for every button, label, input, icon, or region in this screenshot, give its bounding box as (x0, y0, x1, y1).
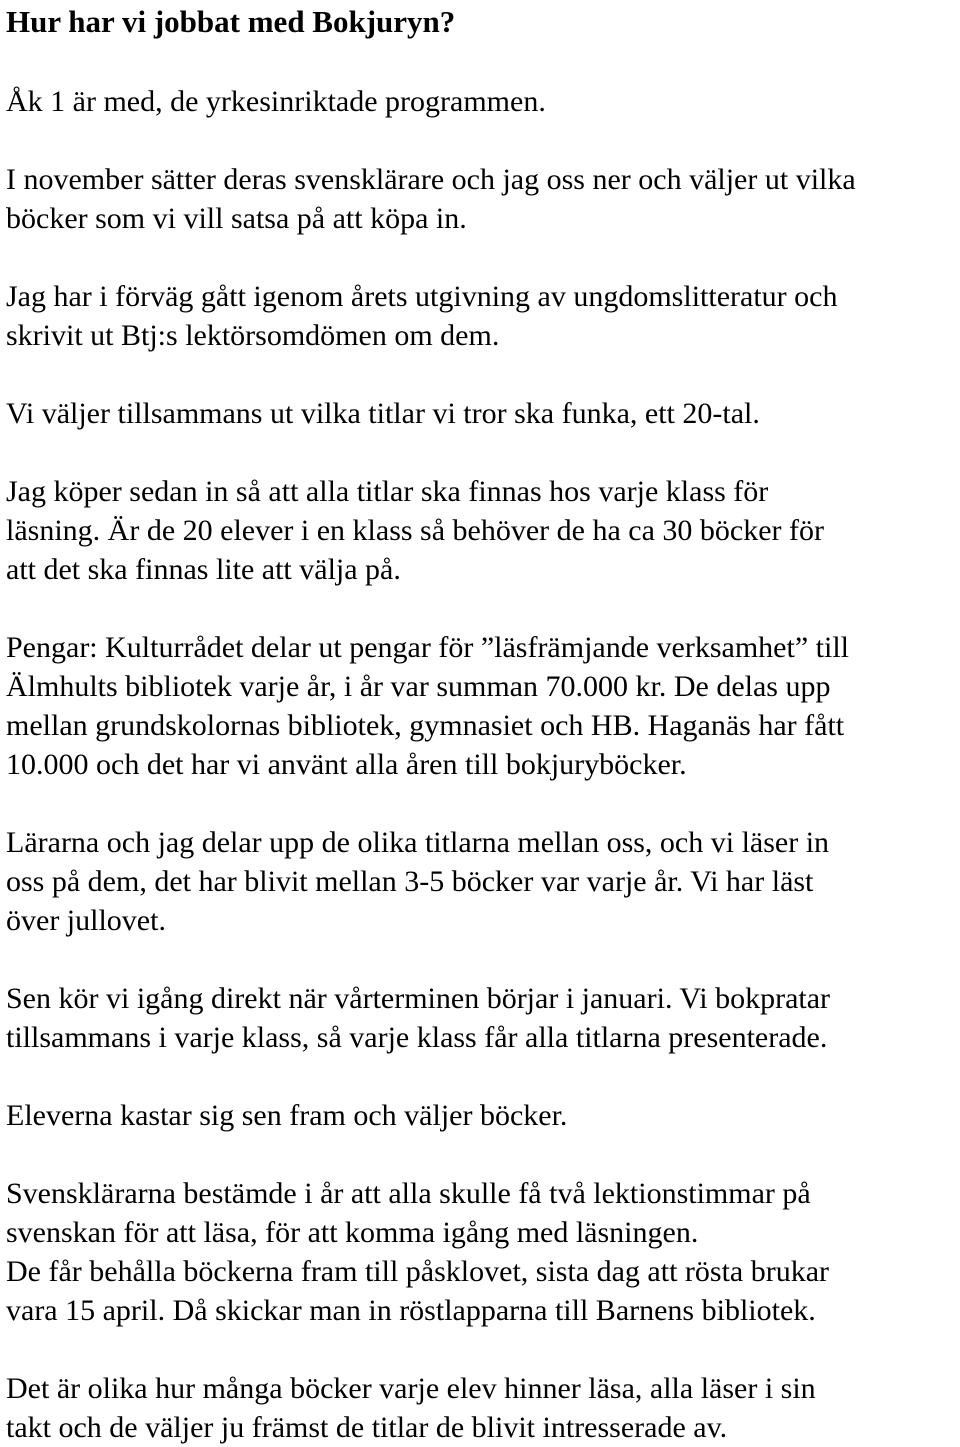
text-line: 10.000 och det har vi använt alla åren till bokjuryböcker. (6, 748, 687, 781)
paragraph-12 (6, 1369, 956, 1447)
text-line: takt och de väljer ju främst de titlar de blivit intresserade av. (6, 1411, 728, 1444)
paragraph-2 (6, 160, 956, 238)
document-page (6, 0, 956, 1447)
text-line: Jag har i förväg gått igenom årets utgivning av ungdomslitteratur och (6, 280, 838, 313)
text-line: oss på dem, det har blivit mellan 3-5 böcker var varje år. Vi har läst (6, 865, 814, 898)
paragraph-4 (6, 394, 956, 433)
text-line: Eleverna kastar sig sen fram och väljer böcker. (6, 1099, 568, 1132)
paragraph-10 (6, 1174, 956, 1252)
text-line: skrivit ut Btj:s lektörsomdömen om dem. (6, 319, 500, 352)
text-line: läsning. Är de 20 elever i en klass så behöver de ha ca 30 böcker för (6, 514, 825, 547)
paragraph-8 (6, 979, 956, 1057)
text-line: Åk 1 är med, de yrkesinriktade programmen. (6, 85, 546, 118)
paragraph-1 (6, 82, 956, 121)
paragraph-5 (6, 472, 956, 589)
paragraph-7 (6, 823, 956, 940)
document-title: Hur har vi jobbat med Bokjuryn? (6, 4, 456, 39)
text-line: De får behålla böckerna fram till påsklovet, sista dag att rösta brukar (6, 1255, 830, 1288)
text-line: Vi väljer tillsammans ut vilka titlar vi tror ska funka, ett 20-tal. (6, 397, 760, 430)
text-line: böcker som vi vill satsa på att köpa in. (6, 202, 467, 235)
text-line: Älmhults bibliotek varje år, i år var summan 70.000 kr. De delas upp (6, 670, 831, 703)
text-line: Sen kör vi igång direkt när vårterminen börjar i januari. Vi bokpratar (6, 982, 831, 1015)
text-line: Det är olika hur många böcker varje elev hinner läsa, alla läser i sin (6, 1372, 816, 1405)
paragraph-6 (6, 628, 956, 784)
text-line: Pengar: Kulturrådet delar ut pengar för ”läsfrämjande verksamhet” till (6, 631, 849, 664)
text-line: att det ska finnas lite att välja på. (6, 553, 401, 586)
paragraph-3 (6, 277, 956, 355)
text-line: Svensklärarna bestämde i år att alla skulle få två lektionstimmar på (6, 1177, 811, 1210)
text-line: över jullovet. (6, 904, 166, 937)
paragraph-11 (6, 1252, 956, 1330)
text-line: mellan grundskolornas bibliotek, gymnasiet och HB. Haganäs har fått (6, 709, 845, 742)
text-line: Jag köper sedan in så att alla titlar ska finnas hos varje klass för (6, 475, 769, 508)
text-line: Lärarna och jag delar upp de olika titlarna mellan oss, och vi läser in (6, 826, 830, 859)
paragraph-9 (6, 1096, 956, 1135)
text-line: tillsammans i varje klass, så varje klass får alla titlarna presenterade. (6, 1021, 828, 1054)
text-line: vara 15 april. Då skickar man in röstlapparna till Barnens bibliotek. (6, 1294, 816, 1327)
text-line: svenskan för att läsa, för att komma igång med läsningen. (6, 1216, 699, 1249)
text-line: I november sätter deras svensklärare och jag oss ner och väljer ut vilka (6, 163, 856, 196)
